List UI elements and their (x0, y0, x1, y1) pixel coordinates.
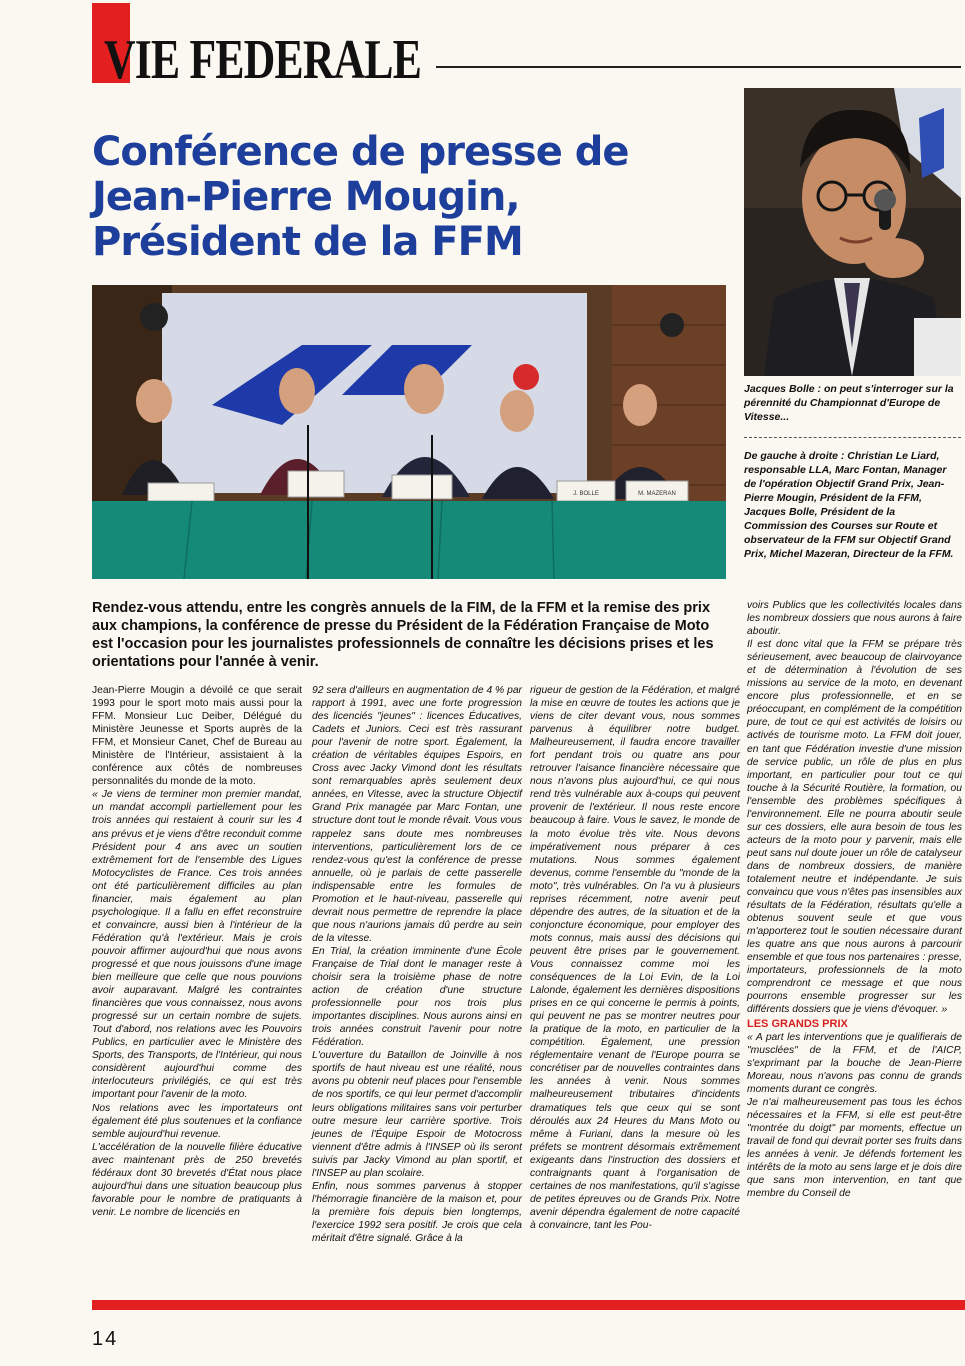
grands-prix-subheading: LES GRANDS PRIX (747, 1017, 848, 1030)
portrait-caption: Jacques Bolle : on peut s'interroger sur la pérennité du Championnat d'Europe de Vitesse... (744, 383, 954, 423)
col1-paragraph-2: « Je viens de terminer mon premier mandat, un mandat accompli partiellement pour les trois années qui restaient à courir sur les 4 ans prévus et je viens d'être reconduit comme Président pour 4 ans avec un soutien extrêmement fort de l'ensemble des Ligues Motocyclistes de France. Ces trois années ont été particulièrement difficiles au plan financier, mais également au plan psychologique. Il a fallu en effet reconstruire et convaincre, aussi bien à l'intérieur de la Fédération qu'à l'extérieur. Mais je crois pouvoir affirmer aujourd'hui que nous avons progressé et que nous jouissons d'une image bien meilleure que celle que nous pouvions avoir auparavant. Malgré les contraintes financières que vous connaissez, nous avons progressé sur un certain nombre de sujets. Tout d'abord, nos relations avec les Pouvoirs Publics, en particulier avec le Ministère des Sports, des Transports, de l'Intérieur, qui nous considèrent aujourd'hui comme des interlocuteurs privilégiés, ce qui est très important pour l'avenir de la moto. (92, 789, 302, 1101)
article-column-2 (312, 684, 522, 1245)
col2-paragraph-2: En Trial, la création imminente d'une École Française de Trial dont le manager reste à choisir sera la troisième phase de notre action de création d'une structure professionnelle pour nos trois plus importantes disciplines. Nous aurons ainsi en trois années construit l'avenir pour notre Fédération. (312, 945, 522, 1049)
article-column-4 (747, 599, 962, 1200)
press-conference-photo (92, 285, 726, 579)
placard-bolle: J. BOLLE (573, 491, 599, 497)
article-column-3 (530, 684, 740, 1232)
col2-paragraph-1: 92 sera d'ailleurs en augmentation de 4 % par rapport à 1991, avec une forte progression des licenciés "jeunes" : licences Éducatives, Cadets et Juniors. Ceci est très rassurant pour l'avenir de notre sport. Également, la création de véritables équipes Espoirs, en Cross avec Jacky Vimond dont les résultats sont remarquables après seulement deux années, en Vitesse, avec la structure Objectif Grand Prix managée par Marc Fontan, une structure dont tout le monde rêvait. Vous vous rappelez sans doute mes nombreuses interventions, particulièrement lors de ce rendez-vous qu'est la conférence de presse annuelle, où je parlais de cette passerelle indispensable entre les formules de Promotion et le haut-niveau, passerelle qui devrait nous permettre de reprendre la place que nous n'aurions jamais dû perdre au sein de la vitesse. (312, 685, 522, 944)
main-photo-caption: De gauche à droite : Christian Le Liard, responsable LLA, Marc Fontan, Manager de l'opération Objectif Grand Prix, Jean-Pierre Mougin, Président de la FFM, Jacques Bolle, Président de la Commission des Courses sur Route et observateur de la FFM sur Objectif Grand Prix, Michel Mazeran, Directeur de la FFM. (744, 450, 954, 560)
article-column-1 (92, 684, 302, 1219)
headline: Conférence de presse de Jean-Pierre Mougin, Président de la FFM (92, 129, 629, 265)
portrait-photo (744, 88, 961, 376)
section-title: VIE FEDERALE (104, 29, 422, 91)
col4-paragraph-3: « A part les interventions que je qualifierais de "musclées" de la FFM, et de l'AICP, s'exprimant par la bouche de Jean-Pierre Moreau, nous n'avons pas connu de grands moments durant ce congrès. (747, 1031, 962, 1095)
caption-divider (744, 437, 961, 438)
section-title-rule (436, 66, 961, 68)
col1-paragraph-1: Jean-Pierre Mougin a dévoilé ce que serait 1993 pour le sport moto mais aussi pour la FFM. Monsieur Luc Deiber, Délégué du Ministère Jeunesse et Sports auprès de la FFM, et Monsieur Canet, Chef de Bureau au Ministère de l'Intérieur, assistaient à la conférence aux côtés de nombreuses personnalités du monde de la moto. (92, 685, 302, 788)
placard-mazeran: M. MAZERAN (638, 491, 676, 497)
intro-paragraph: Rendez-vous attendu, entre les congrès annuels de la FIM, de la FFM et la remise des prix aux champions, la conférence de presse du Président de la Fédération Française de Moto est l'occasion pour les journalistes professionnels de connaître les décisions prises et les orientations pour l'année à venir. (92, 600, 714, 670)
col4-paragraph-2: Il est donc vital que la FFM se prépare très sérieusement, avec beaucoup de clairvoyance et de détermination à l'évolution de ses missions au service de la moto, en devenant encore plus professionnelle, et en se préoccupant, en complément de la compétition pure, de tout ce qui est activités de loisirs ou activés de tourisme moto. La FFM doit jouer, en tant que Fédération investie d'une mission de service public, un rôle de plus en plus important, en particulier pour tout ce qui touche à la Sécurité Routière, la formation, ou l'ensemble des problèmes spécifiques à l'environnement. Elle ne pourra aboutir seule sur ces dossiers, elle aura besoin de tous les acteurs de la moto pour y parvenir, mais elle peut sans nul doute jouer un rôle de catalyseur dans de nombreux dossiers, de manière totalement neutre et indépendante. Je suis convaincu que vous n'êtes pas insensibles aux résultats de la Fédération, résultats qu'elle a obtenus souvent seule et que vous m'apporterez tout le soutien nécessaire durant les quatre ans que nous aurons à parcourir ensemble et que tous nos partenaires : presse, importateurs, professionnels de la moto comprendront ce message et que nous pourrons ensemble progresser sur les différents dossiers que je viens d'évoquer. » (747, 639, 962, 1016)
bottom-red-bar (92, 1300, 965, 1310)
col2-paragraph-4: Enfin, nous sommes parvenus à stopper l'hémorragie financière de la maison et, pour la première fois depuis bien longtemps, l'exercice 1992 sera positif. Je crois que cela méritait d'être signalé. Grâce à la (312, 1180, 522, 1244)
col1-paragraph-3: Nos relations avec les importateurs ont également été plus soutenues et la confiance semble aujourd'hui revenue. (92, 1102, 302, 1140)
page-number: 14 (92, 1328, 119, 1350)
col4-paragraph-1: voirs Publics que les collectivités locales dans les nombreux dossiers que nous aurons à faire aboutir. (747, 600, 962, 638)
col4-paragraph-4: Je n'ai malheureusement pas tous les échos nécessaires et la FFM, si elle est peut-être "montrée du doigt" par moments, effectue un travail de fond qui devrait porter ses fruits dans les années à venir. Je défends fortement les intérêts de la moto au sens large et je dois dire que sans mon intervention, en tant que membre du Conseil de (747, 1096, 962, 1200)
col1-paragraph-4: L'accélération de la nouvelle filière éducative avec maintenant près de 250 brevetés fédéraux dont 30 brevetés d'État nous place aujourd'hui dans une situation beaucoup plus favorable pour le nombre de pratiquants à venir. Le nombre de licenciés en (92, 1141, 302, 1218)
col2-paragraph-3: L'ouverture du Bataillon de Joinville à nos sportifs de haut niveau est une réalité, nous avons pu obtenir neuf places pour l'ensemble de nos sportifs, ce qui leur permet d'accomplir leurs obligations militaires sans voir perturber outre mesure leur carrière sportive. Trois jeunes de l'Équipe Espoir de Motocross viennent d'être admis à l'INSEP où ils seront suivis par Jacky Vimond au plan sportif, et l'INSEP au plan scolaire. (312, 1050, 522, 1179)
col3-paragraph-1: rigueur de gestion de la Fédération, et malgré la mise en œuvre de toutes les actions que je viens de citer devant vous, nous sommes parvenus à équilibrer notre budget. Malheureusement, il faudra encore travailler fort pendant trois ou quatre ans pour retrouver l'aisance financière nécessaire que nous n'avons plus aujourd'hui, ce qui nous rend très vulnérable aux à-coups qui peuvent provenir de l'extérieur. Il nous reste encore beaucoup à faire. Vous le savez, le monde de la moto évolue très vite. Nous devons impérativement nous préparer à ces mutations. Nous sommes également devenus, comme l'ensemble du "monde de la moto", très vulnérables. On l'a vu à plusieurs reprises récemment, notre avenir peut dépendre des autres, de la situation et de la conjoncture économique, pour employer des mots connus, mais aussi des décisions qui peuvent être prises par le gouvernement. Vous connaissez comme moi les conséquences de la Loi Evin, de la Loi Lalonde, également les dernières dispositions prises en ce qui concerne le permis à points, qui peuvent ne pas se montrer neutres pour la pratique de la moto, en particulier de la compétition. Également, une pression réglementaire venant de l'Europe pourra se concrétiser par de nouvelles contraintes dans les années à venir. Nous sommes malheureusement tributaires d'incidents dramatiques tels que ceux qui se sont déroulés aux 24 Heures du Mans Moto ou même à Furiani, dans la mesure où les préfets se montrent désormais extrêmement exigeants dans l'instruction des dossiers et contraignants quant à l'organisation de certaines de nos manifestations, qu'il s'agisse de petites épreuves ou de Grands Prix. Notre avenir dépendra également de notre capacité à convaincre, tant les Pou- (530, 685, 740, 1231)
